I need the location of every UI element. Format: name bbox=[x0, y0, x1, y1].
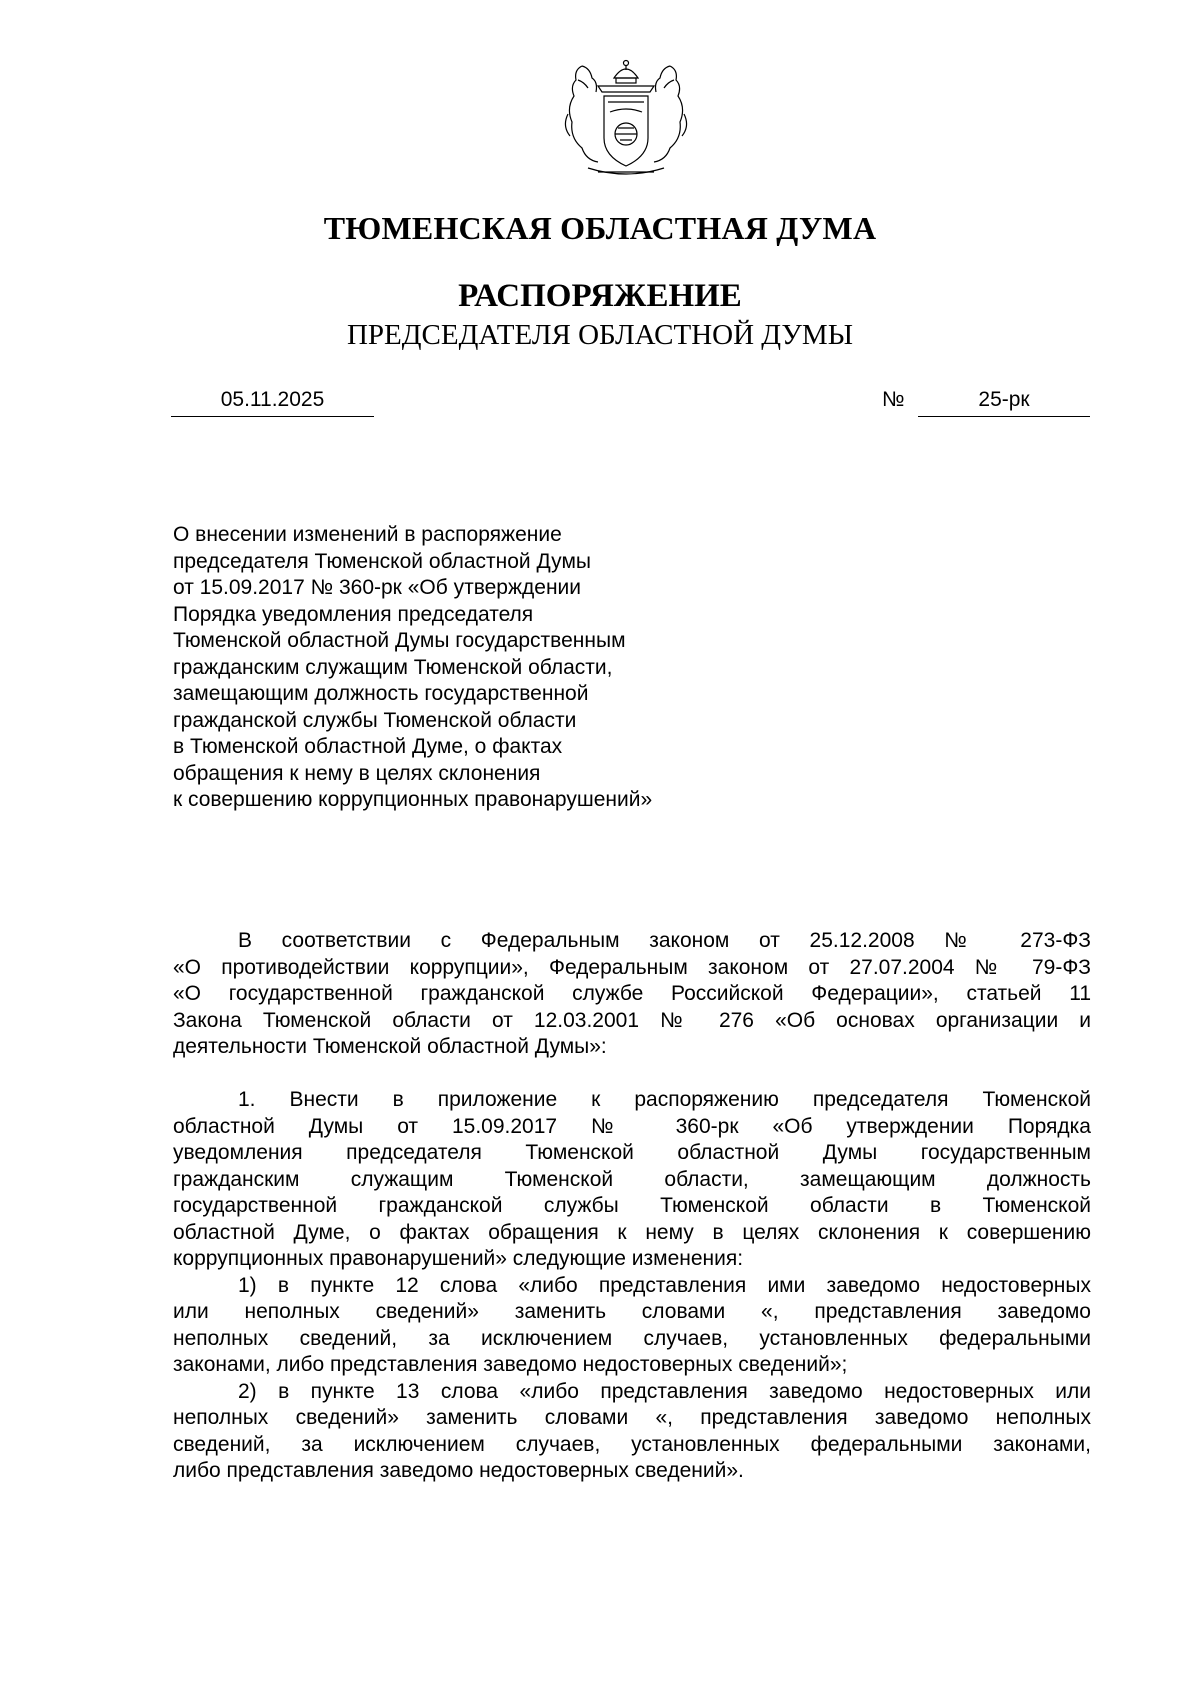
item-1-line: государственной гражданской службы Тюменской области в Тюменской bbox=[173, 1194, 1091, 1217]
subitem-2-line: сведений, за исключением случаев, установленных федеральными законами, bbox=[173, 1432, 1091, 1456]
preamble-line: «О противодействии коррупции», Федеральным законом от 27.07.2004 № 79-ФЗ bbox=[173, 955, 1091, 979]
subject-line: к совершению коррупционных правонарушений» bbox=[173, 788, 653, 811]
subject-line: замещающим должность государственной bbox=[173, 682, 589, 705]
subject-line: председателя Тюменской областной Думы bbox=[173, 549, 591, 573]
document-type: РАСПОРЯЖЕНИЕ bbox=[458, 278, 742, 314]
subject-line: в Тюменской областной Думе, о фактах bbox=[173, 735, 563, 758]
document-subtitle: ПРЕДСЕДАТЕЛЯ ОБЛАСТНОЙ ДУМЫ bbox=[346, 319, 854, 351]
number-label: № bbox=[882, 388, 905, 411]
paragraph-gap bbox=[173, 1061, 1091, 1088]
preamble-line: Закона Тюменской области от 12.03.2001 № 276 «Об основах организации и bbox=[173, 1008, 1091, 1032]
subject-line: Тюменской областной Думы государственным bbox=[173, 629, 626, 652]
document-date: 05.11.2025 bbox=[171, 386, 374, 417]
subject-line: О внесении изменений в распоряжение bbox=[173, 523, 562, 546]
subitem-1-line: или неполных сведений» заменить словами «, представления заведомо bbox=[173, 1300, 1091, 1323]
subitem-2-line: 2) в пункте 13 слова «либо представления заведомо недостоверных или bbox=[238, 1379, 1091, 1403]
item-1-line: областной Думе, о фактах обращения к нему в целях склонения к совершению bbox=[173, 1220, 1091, 1244]
document-number: 25-рк bbox=[918, 386, 1090, 417]
preamble-line: «О государственной гражданской службе Российской Федерации», статьей 11 bbox=[173, 982, 1091, 1005]
subitem-2-line: либо представления заведомо недостоверных сведений». bbox=[173, 1459, 744, 1482]
subject-line: гражданской службы Тюменской области bbox=[173, 708, 577, 732]
item-1-line: гражданским служащим Тюменской области, замещающим должность bbox=[173, 1167, 1091, 1191]
document-body bbox=[173, 928, 1091, 1485]
document-subject bbox=[173, 522, 652, 814]
item-1-line: коррупционных правонарушений» следующие изменения: bbox=[173, 1247, 744, 1270]
item-1-line: уведомления председателя Тюменской областной Думы государственным bbox=[173, 1141, 1091, 1164]
preamble-line: В соответствии с Федеральным законом от 25.12.2008 № 273-ФЗ bbox=[238, 929, 1091, 952]
subject-line: от 15.09.2017 № 360-рк «Об утверждении bbox=[173, 576, 582, 599]
subitem-1-line: неполных сведений, за исключением случаев, установленных федеральными bbox=[173, 1326, 1091, 1350]
tyumen-coat-of-arms-icon bbox=[548, 56, 704, 180]
organization-title: ТЮМЕНСКАЯ ОБЛАСТНАЯ ДУМА bbox=[323, 210, 877, 246]
subject-line: гражданским служащим Тюменской области, bbox=[173, 655, 613, 679]
subject-line: Порядка уведомления председателя bbox=[173, 602, 534, 626]
subject-line: обращения к нему в целях склонения bbox=[173, 761, 541, 785]
item-1-line: областной Думы от 15.09.2017 № 360-рк «Об утверждении Порядка bbox=[173, 1114, 1091, 1138]
item-1-line: 1. Внести в приложение к распоряжению председателя Тюменской bbox=[238, 1088, 1091, 1111]
subitem-2-line: неполных сведений» заменить словами «, представления заведомо неполных bbox=[173, 1406, 1091, 1429]
preamble-line: деятельности Тюменской областной Думы»: bbox=[173, 1035, 607, 1058]
subitem-1-line: законами, либо представления заведомо недостоверных сведений»; bbox=[173, 1353, 848, 1376]
subitem-1-line: 1) в пункте 12 слова «либо представления ими заведомо недостоверных bbox=[238, 1273, 1091, 1297]
